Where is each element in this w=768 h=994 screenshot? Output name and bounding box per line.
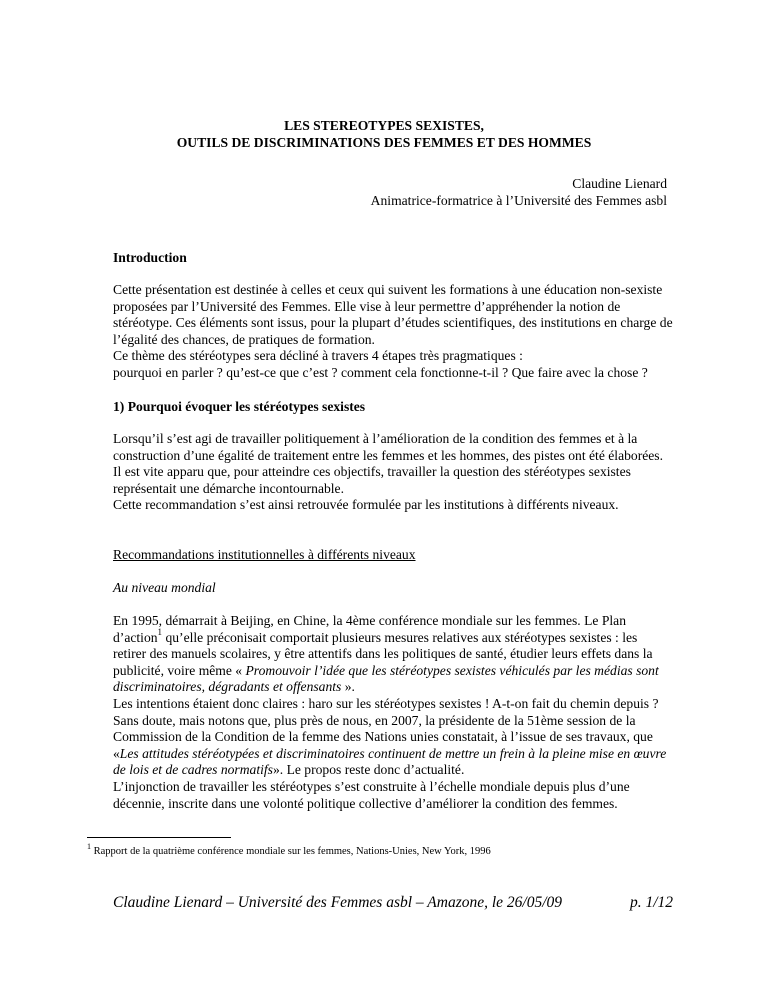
introduction-body xyxy=(113,282,673,381)
title-line-1: LES STEREOTYPES SEXISTES, xyxy=(284,118,484,133)
paragraph-beijing-quote: Promouvoir l’idée que les stéréotypes sexistes véhiculés par les médias sont discriminatoires, dégradants et offensants xyxy=(113,662,659,694)
section-1-body xyxy=(113,431,673,514)
section-1-paragraph-1: Lorsqu’il s’est agi de travailler politiquement à l’amélioration de la condition des femmes et à la construction d’une égalité de traitement entre les femmes et les hommes, des pistes ont été élaborées. xyxy=(113,431,663,463)
paragraph-intentions xyxy=(113,696,673,779)
footer-citation: Claudine Lienard – Université des Femmes asbl – Amazone, le 26/05/09 xyxy=(113,894,563,911)
introduction-paragraph-3: pourquoi en parler ? qu’est-ce que c’est ? comment cela fonctionne-t-il ? Que faire avec la chose ? xyxy=(113,364,648,380)
paragraph-intentions-text-1: Les intentions étaient donc claires : haro sur les stéréotypes sexistes ! A-t-on fait du chemin depuis ? Sans doute, mais notons que, plus près de nous, en 2007, la présidente de la 51ème session de la Commission de la Condition de la femme des Nations unies constatait, à l’issue de ses travaux, que « xyxy=(113,696,659,761)
footnote-reference: 1 xyxy=(157,626,163,637)
paragraph-beijing-text-2: qu’elle préconisait comportait plusieurs mesures relatives aux stéréotypes sexistes : les retirer des manuels scolaires, y être attentifs dans les politiques de santé, étudier leurs effets dans la publicité, voire même « xyxy=(113,629,653,678)
page-number: p. 1/12 xyxy=(629,894,673,911)
paragraph-beijing xyxy=(113,613,673,696)
paragraph-injonction: L’injonction de travailler les stéréotypes s’est construite à l’échelle mondiale depuis plus d’une décennie, inscrite dans une volonté politique collective d’améliorer la condition des femmes. xyxy=(113,779,630,811)
section-1-paragraph-3: Cette recommandation s’est ainsi retrouvée formulée par les institutions à différents niveaux. xyxy=(113,497,619,512)
section-1-heading: 1) Pourquoi évoquer les stéréotypes sexistes xyxy=(113,399,366,414)
paragraph-intentions-quote: Les attitudes stéréotypées et discriminatoires continuent de mettre un frein à la pleine mise en œuvre de lois et de cadres normatifs xyxy=(113,745,667,777)
paragraph-beijing-text-3: ». xyxy=(341,679,355,694)
introduction-paragraph-1: Cette présentation est destinée à celles et ceux qui suivent les formations à une éducation non-sexiste proposées par l’Université des Femmes. Elle vise à leur permettre d’appréhender la notion de stéréotype. Ces éléments sont issus, pour la plupart d’études scientifiques, des institutions en charge de l’égalité des chances, de pratiques de formation. xyxy=(113,282,673,347)
level-label: Au niveau mondial xyxy=(113,580,216,595)
footnote xyxy=(87,841,491,858)
footnote-number: 1 xyxy=(87,841,91,851)
introduction-paragraph-2: Ce thème des stéréotypes sera décliné à travers 4 étapes très pragmatiques : xyxy=(113,348,523,363)
paragraph-intentions-text-2: ». Le propos reste donc d’actualité. xyxy=(272,762,465,777)
footnote-text: Rapport de la quatrième conférence mondiale sur les femmes, Nations-Unies, New York, 1996 xyxy=(91,846,491,857)
footnote-separator xyxy=(87,837,231,838)
paragraph-beijing-text-1: En 1995, démarrait à Beijing, en Chine, la 4ème conférence mondiale sur les femmes. Le Plan d’action xyxy=(113,613,626,645)
author-block xyxy=(371,175,667,209)
document-title xyxy=(60,117,708,151)
page-footer xyxy=(113,895,673,912)
author-role: Animatrice-formatrice à l’Université des Femmes asbl xyxy=(370,193,667,208)
section-1-paragraph-2: Il est vite apparu que, pour atteindre ces objectifs, travailler la question des stéréotypes sexistes représentait une démarche incontournable. xyxy=(113,464,631,496)
introduction-heading: Introduction xyxy=(113,250,187,265)
author-name: Claudine Lienard xyxy=(572,176,667,191)
title-line-2: OUTILS DE DISCRIMINATIONS DES FEMMES ET DES HOMMES xyxy=(176,135,592,150)
section-1-subheading: Recommandations institutionnelles à différents niveaux xyxy=(113,547,416,562)
